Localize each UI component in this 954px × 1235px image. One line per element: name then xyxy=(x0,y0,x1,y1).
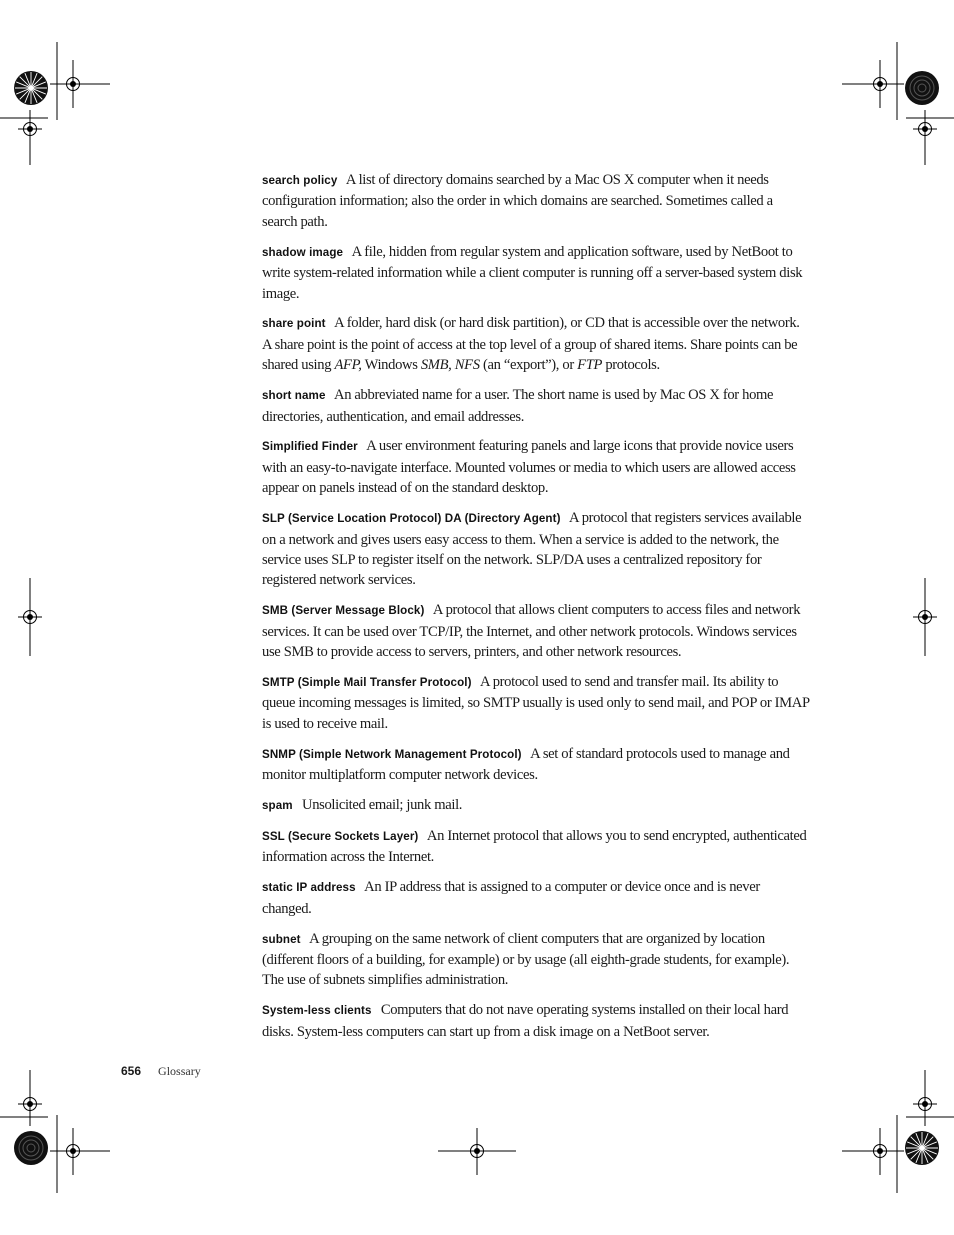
glossary-entry-share-point xyxy=(262,313,810,375)
disc-mark-top-right xyxy=(905,71,939,105)
glossary-entry-slp-da xyxy=(262,508,810,591)
glossary-definition: A protocol used to send and transfer mail. Its ability to queue incoming messages is limited, so SMTP usually is used only to send mail, and POP or IMAP is used to receive mail. xyxy=(262,674,810,732)
glossary-entry-spam xyxy=(262,795,810,816)
starburst-mark-top-left xyxy=(14,71,48,105)
section-title: Glossary xyxy=(158,1064,201,1078)
glossary-entry-snmp xyxy=(262,744,810,786)
glossary-definition: A list of directory domains searched by a Mac OS X computer when it needs configuration information; also the order in which domains are searched. Sometimes called a search path. xyxy=(262,172,773,230)
glossary-term: subnet xyxy=(262,932,301,946)
glossary-entry-ssl xyxy=(262,826,810,868)
protocol-afp: AFP, xyxy=(334,357,362,374)
protocol-ftp: FTP xyxy=(577,357,603,374)
glossary-term: SNMP (Simple Network Management Protocol) xyxy=(262,747,522,761)
glossary-definition: An IP address that is assigned to a computer or device once and is never changed. xyxy=(262,879,760,917)
glossary-list xyxy=(262,170,810,1052)
glossary-entry-smb xyxy=(262,600,810,662)
glossary-term: spam xyxy=(262,799,293,813)
glossary-entry-shadow-image xyxy=(262,242,810,304)
glossary-entry-search-policy xyxy=(262,170,810,232)
protocol-smb-nfs: SMB, NFS xyxy=(420,357,480,374)
starburst-mark-bottom-right xyxy=(905,1131,939,1165)
glossary-entry-short-name xyxy=(262,385,810,427)
glossary-definition: A grouping on the same network of client computers that are organized by location (different floors of a building, for example) or by usage (all eighth-grade students, for example). The use of subnets simplifies administration. xyxy=(262,930,790,989)
page-number: 656 xyxy=(121,1064,142,1078)
glossary-term: SLP (Service Location Protocol) DA (Directory Agent) xyxy=(262,512,561,526)
glossary-definition: An Internet protocol that allows you to send encrypted, authenticated information across the Internet. xyxy=(262,827,807,866)
page-footer xyxy=(121,1064,201,1079)
glossary-definition: A protocol that registers services available on a network and gives users easy access to them. When a service is added to the network, the service uses SLP to register itself on the network. SLP/DA uses a centralized repository for registered network services. xyxy=(262,510,802,589)
glossary-entry-system-less-clients xyxy=(262,1000,810,1042)
glossary-definition: Unsolicited email; junk mail. xyxy=(302,797,463,814)
glossary-definition: An abbreviated name for a user. The short name is used by Mac OS X for home directories, authentication, and email addresses. xyxy=(262,387,774,425)
glossary-entry-static-ip-address xyxy=(262,877,810,919)
glossary-definition: A file, hidden from regular system and application software, used by NetBoot to write system-related information while a client computer is running off a server-based system disk image. xyxy=(262,243,803,302)
glossary-term: share point xyxy=(262,317,326,331)
glossary-term: System-less clients xyxy=(262,1004,372,1018)
glossary-term: shadow image xyxy=(262,245,344,259)
glossary-definition: A set of standard protocols used to manage and monitor multiplatform computer network devices. xyxy=(262,745,790,784)
glossary-definition: A folder, hard disk (or hard disk partition), or CD that is accessible over the network. A share point is the point of access at the top level of a group of shared items. Share points can be shared using AFP, Windows SMB, NFS (an “export”), or FTP protocols. xyxy=(262,315,800,374)
glossary-term: search policy xyxy=(262,174,338,187)
glossary-entry-smtp xyxy=(262,672,810,734)
glossary-term: short name xyxy=(262,389,326,403)
glossary-term: SMTP (Simple Mail Transfer Protocol) xyxy=(262,676,472,690)
glossary-entry-subnet xyxy=(262,929,810,991)
glossary-definition: A user environment featuring panels and large icons that provide novice users with an easy-to-navigate interface. Mounted volumes or media to which users are allowed access appear on panels instead of on the standard desktop. xyxy=(262,438,796,497)
glossary-term: SMB (Server Message Block) xyxy=(262,604,425,618)
glossary-term: SSL (Secure Sockets Layer) xyxy=(262,829,419,843)
glossary-term: static IP address xyxy=(262,881,356,895)
glossary-entry-simplified-finder xyxy=(262,436,810,498)
glossary-term: Simplified Finder xyxy=(262,440,358,454)
disc-mark-bottom-left xyxy=(14,1131,48,1165)
glossary-definition: A protocol that allows client computers to access files and network services. It can be used over TCP/IP, the Internet, and other network protocols. Windows services use SMB to provide access to servers, printers, and other network resources. xyxy=(262,602,801,661)
glossary-definition: Computers that do not nave operating systems installed on their local hard disks. System-less computers can start up from a disk image on a NetBoot server. xyxy=(262,1002,789,1040)
